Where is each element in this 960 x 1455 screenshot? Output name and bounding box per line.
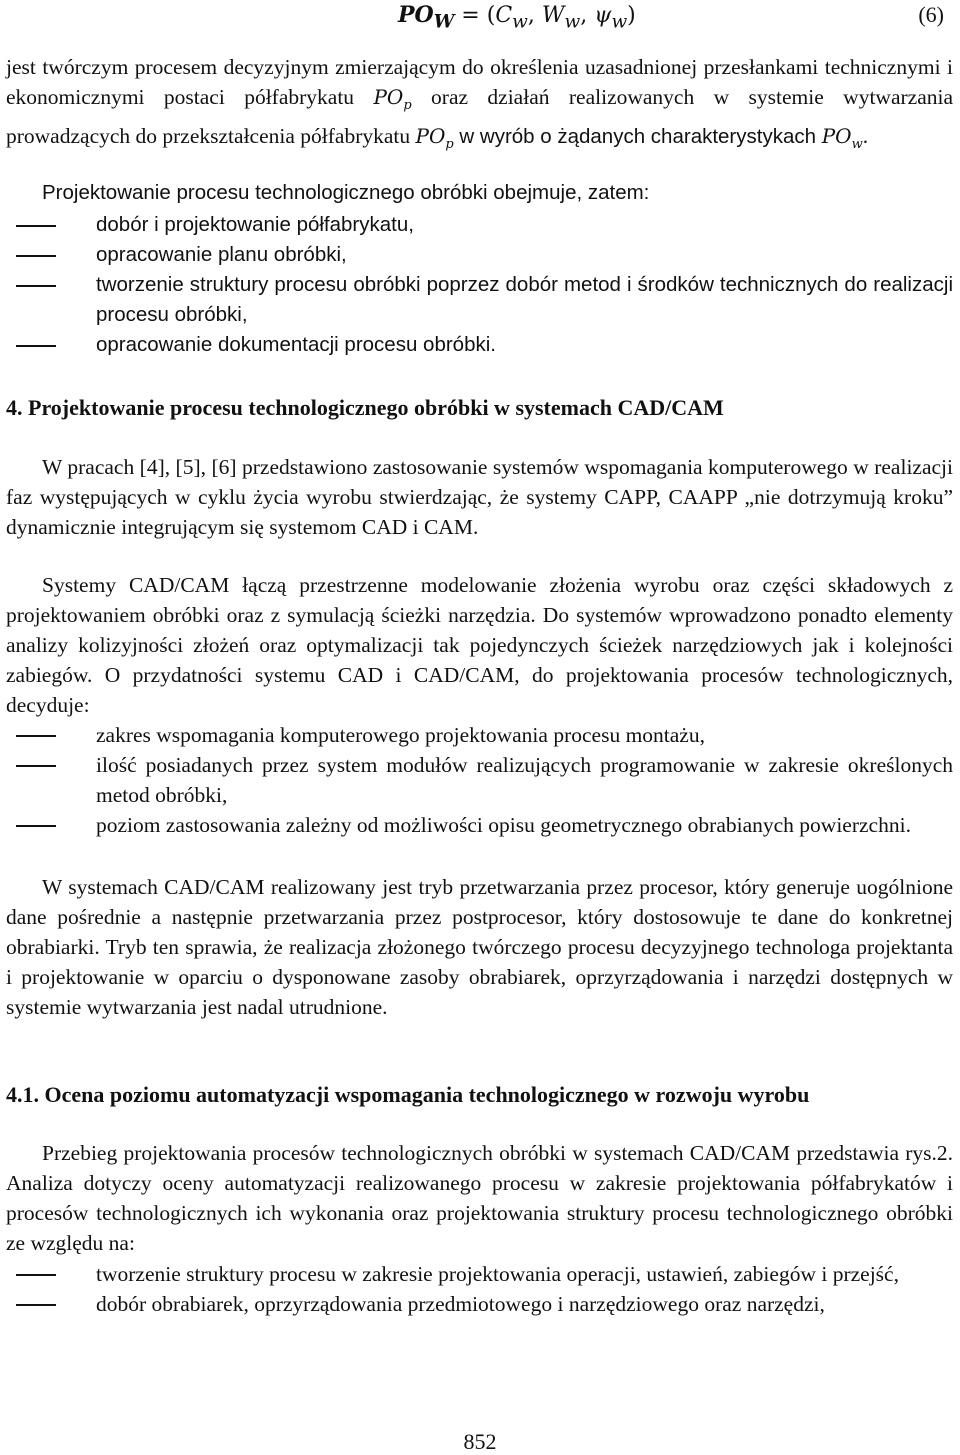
equation-6	[0, 0, 960, 33]
math-sub-3: w	[851, 137, 863, 152]
list-item	[6, 1259, 953, 1289]
paragraph-cad-cam-intro: W pracach [4], [5], [6] przedstawiono zastosowanie systemów wspomagania komputerowego w realizacji faz występujących w cyklu życia wyrobu stwierdzając, że systemy CAPP, CAAPP „nie dotrzymują kroku” dynamicznie integrującym się systemom CAD i CAM.	[6, 455, 953, 539]
math-po-1: PO	[373, 85, 404, 109]
list-item	[6, 270, 953, 330]
list-design-steps	[6, 210, 953, 360]
eq-lhs: PO	[398, 2, 434, 28]
paragraph-design-flow: Przebieg projektowania procesów technologicznych obróbki w systemach CAD/CAM przedstawia rys.2. Analiza dotyczy oceny automatyzacji realizowanego procesu w zakresie projektowania półfabrykatów i procesów technologicznych ich wykonania oraz projektowania struktury procesu technologicznego obróbki ze względu na:	[6, 1141, 953, 1255]
eq-c: C	[495, 3, 513, 28]
math-po-p-1	[373, 85, 412, 113]
list-item-text: poziom zastosowania zależny od możliwości opisu geometrycznego obrabianych powierzchni.	[96, 813, 911, 837]
section-heading-4: 4. Projektowanie procesu technologicznego obróbki w systemach CAD/CAM	[6, 395, 724, 420]
list-item-text: ilość posiadanych przez system modułów realizujących programowanie w zakresie określonych metod obróbki,	[96, 753, 953, 807]
math-po-p-2	[415, 124, 454, 152]
equation-formula: $PO_W = (C_w$, $W_w$, $\psi_w$)	[398, 2, 636, 33]
list-item-text: dobór obrabiarek, oprzyrządowania przedmiotowego i narzędziowego oraz narzędzi,	[96, 1292, 825, 1316]
list-item	[6, 240, 953, 270]
list-item	[6, 810, 953, 840]
equation-number: (6)	[918, 2, 944, 27]
list-item-text: zakres wspomagania komputerowego projektowania procesu montażu,	[96, 723, 705, 747]
list-item	[6, 330, 953, 360]
p1-text-3: w wyrób o żądanych charakterystykach	[453, 125, 822, 148]
eq-close: )	[627, 3, 636, 28]
math-po-2: PO	[415, 124, 446, 148]
math-sub-2: p	[445, 137, 454, 152]
list-item-text: opracowanie planu obróbki,	[96, 243, 347, 266]
list-item-text: opracowanie dokumentacji procesu obróbki.	[96, 333, 496, 356]
paragraph-definition	[6, 52, 953, 160]
p1-text-1: jest twórczym procesem decyzyjnym zmierzającym do określenia uzasadnionej przesłankami technicznymi i ekonomicznymi postaci półfabrykatu	[6, 55, 953, 109]
list-item	[6, 1289, 953, 1319]
page-number: 852	[463, 1429, 497, 1454]
eq-lhs-sub: W	[433, 11, 455, 33]
section-heading-4-1: 4.1. Ocena poziomu automatyzacji wspomagania technologicznego w rozwoju wyrobu	[6, 1082, 810, 1107]
list-item-text: tworzenie struktury procesu w zakresie projektowania operacji, ustawień, zabiegów i przejść,	[96, 1262, 899, 1286]
p1-text-2: oraz działań realizowanych w systemie wytwarzania prowadzących do przekształcenia półfabrykatu	[6, 85, 953, 148]
paragraph-design-scope: Projektowanie procesu technologicznego obróbki obejmuje, zatem:	[42, 181, 650, 204]
list-item-text: tworzenie struktury procesu obróbki poprzez dobór metod i środków technicznych do realizacji procesu obróbki,	[96, 273, 953, 326]
eq-c-sub: w	[512, 11, 528, 33]
eq-w: W	[541, 3, 565, 28]
math-po-3: PO	[821, 124, 852, 148]
list-analysis-scope	[6, 1259, 953, 1319]
list-item	[6, 210, 953, 240]
eq-open: = (	[454, 3, 496, 28]
paragraph-cad-cam-systems: Systemy CAD/CAM łączą przestrzenne modelowanie złożenia wyrobu oraz części składowych z projektowaniem obróbki oraz z symulacją ścieżki narzędzia. Do systemów wprowadzono ponadto elementy analizy kolizyjności złożeń oraz optymalizacji tak pojedynczych ścieżek narzędziowych jak i kolejności zabiegów. O przydatności systemu CAD i CAD/CAM, do projektowania procesów technologicznych, decyduje:	[6, 573, 953, 717]
eq-w-sub: w	[564, 11, 581, 33]
eq-psi: ψ	[594, 3, 612, 28]
list-item-text: dobór i projektowanie półfabrykatu,	[96, 213, 414, 236]
list-item	[6, 720, 953, 750]
math-po-w	[821, 124, 863, 152]
math-sub-1: p	[403, 98, 412, 113]
paragraph-processing-mode: W systemach CAD/CAM realizowany jest tryb przetwarzania przez procesor, który generuje uogólnione dane pośrednie a następnie przetwarzania przez postprocesor, który dostosowuje te dane do konkretnej obrabiarki. Tryb ten sprawia, że realizacja złożonego twórczego procesu decyzyjnego technologa projektanta i projektowanie w oparciu o dysponowane zasoby obrabiarek, oprzyrządowania i narzędzi dostępnych w systemie wytwarzania jest nadal utrudnione.	[6, 875, 953, 1019]
list-criteria	[6, 720, 953, 840]
p1-text-4: .	[862, 124, 869, 148]
eq-psi-sub: w	[611, 11, 628, 33]
list-item	[6, 750, 953, 810]
